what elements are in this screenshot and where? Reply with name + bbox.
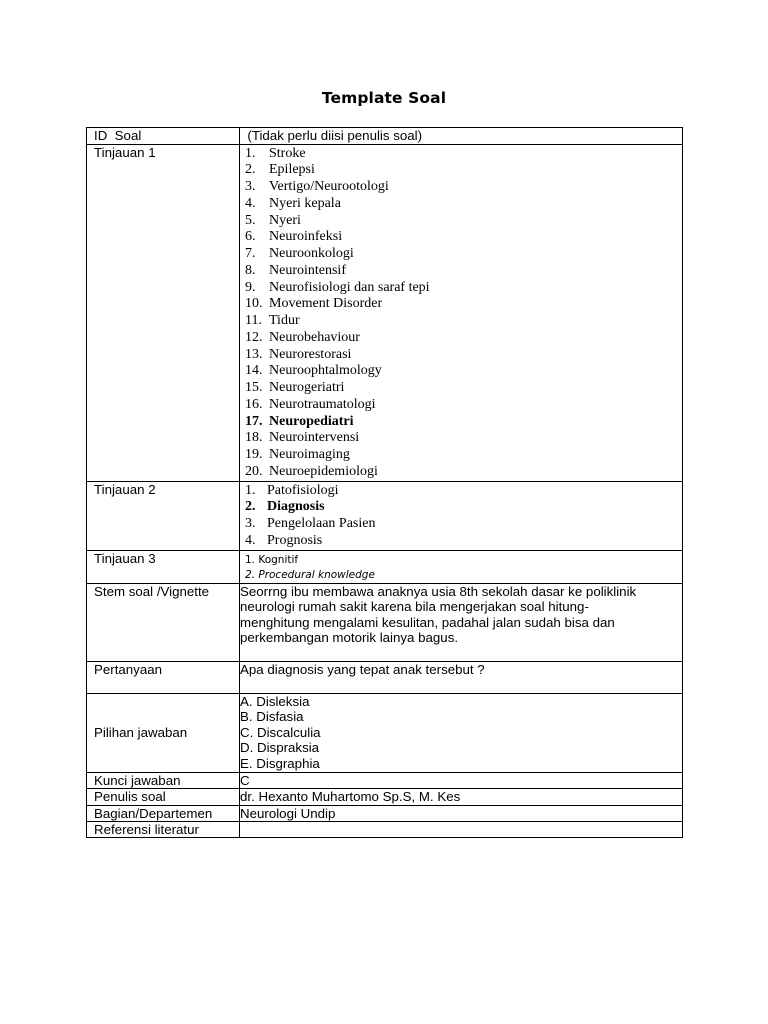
list-item xyxy=(245,380,682,397)
list-item: 1. Kognitif xyxy=(245,553,299,566)
value-pilihan-jawaban xyxy=(240,693,683,772)
row-bagian-departemen xyxy=(87,805,683,822)
list-item xyxy=(245,516,682,533)
list-item-text: Patofisiologi xyxy=(267,482,339,498)
list-item-number: 1. xyxy=(245,145,256,161)
list-item xyxy=(245,330,682,347)
list-item: 2. Procedural knowledge xyxy=(245,568,375,581)
list-item-text: Neurointensif xyxy=(269,262,346,278)
list-item-text: Neurogeriatri xyxy=(269,380,345,395)
row-kunci-jawaban xyxy=(87,772,683,789)
value-pertanyaan: Apa diagnosis yang tepat anak tersebut ? xyxy=(240,661,683,693)
row-id-soal xyxy=(87,128,683,145)
list-item-number: 6. xyxy=(245,229,256,245)
question-template-table xyxy=(86,127,683,838)
answer-option: C. Discalculia xyxy=(240,724,321,740)
list-item xyxy=(245,447,682,464)
label-referensi-literatur: Referensi literatur xyxy=(87,822,240,838)
answer-option: E. Disgraphia xyxy=(240,755,320,771)
list-item-number: 17. xyxy=(245,413,263,429)
stem-line: perkembangan motorik lainya bagus. xyxy=(240,630,459,645)
list-item-number: 13. xyxy=(245,346,263,362)
stem-line: neurologi rumah sakit karena bila mengerjakan soal hitung- xyxy=(240,599,589,614)
list-item xyxy=(245,499,682,516)
tinjauan-1-list xyxy=(240,146,682,481)
list-item xyxy=(245,483,682,500)
list-item-text: Neurobehaviour xyxy=(269,329,360,345)
list-item-text: Neurotraumatologi xyxy=(269,396,376,412)
row-tinjauan-2 xyxy=(87,481,683,550)
list-item-number: 4. xyxy=(245,195,256,211)
stem-line: Seorrng ibu membawa anaknya usia 8th sekolah dasar ke poliklinik xyxy=(240,583,637,599)
list-item xyxy=(245,397,682,414)
list-item xyxy=(245,533,682,550)
list-item-text: Prognosis xyxy=(267,532,323,548)
value-tinjauan-3 xyxy=(240,550,683,583)
value-stem-soal xyxy=(240,583,683,661)
list-item xyxy=(245,146,682,163)
list-item-number: 7. xyxy=(245,246,256,261)
list-item-text: Neuropediatri xyxy=(269,413,354,429)
list-item xyxy=(245,296,682,313)
list-item-text: Vertigo/Neurootologi xyxy=(269,179,389,194)
list-item-text: Movement Disorder xyxy=(269,296,383,312)
list-item-text: Epilepsi xyxy=(269,162,315,178)
value-tinjauan-2 xyxy=(240,481,683,550)
list-item-text: Neuroepidemiologi xyxy=(269,463,378,479)
list-item-text: Diagnosis xyxy=(267,499,325,515)
value-bagian-departemen: Neurologi Undip xyxy=(240,805,683,822)
list-item-number: 5. xyxy=(245,212,256,228)
label-tinjauan-3: Tinjauan 3 xyxy=(87,550,240,583)
list-item-text: Neuroimaging xyxy=(269,447,350,462)
list-item-number: 10. xyxy=(245,296,263,312)
row-referensi-literatur xyxy=(87,822,683,838)
list-item-text: Neurorestorasi xyxy=(269,346,352,362)
row-tinjauan-1 xyxy=(87,144,683,481)
list-item xyxy=(245,179,682,196)
list-item xyxy=(245,313,682,330)
list-item xyxy=(245,347,682,364)
answer-option: B. Disfasia xyxy=(240,709,304,724)
page-title: Template Soal xyxy=(321,89,447,107)
list-item xyxy=(245,229,682,246)
list-item xyxy=(245,464,682,481)
value-penulis-soal: dr. Hexanto Muhartomo Sp.S, M. Kes xyxy=(240,789,683,806)
label-kunci-jawaban: Kunci jawaban xyxy=(87,772,240,789)
row-tinjauan-3 xyxy=(87,550,683,583)
list-item-number: 9. xyxy=(245,279,256,295)
row-stem-soal xyxy=(87,583,683,661)
list-item-text: Neurofisiologi dan saraf tepi xyxy=(269,279,430,295)
list-item-number: 4. xyxy=(245,532,256,548)
list-item-number: 1. xyxy=(245,482,256,498)
list-item-text: Neuroinfeksi xyxy=(269,229,343,245)
list-item-number: 2. xyxy=(245,499,256,515)
tinjauan-3-list xyxy=(240,551,682,583)
label-id-soal: ID Soal xyxy=(87,128,240,145)
row-pilihan-jawaban xyxy=(87,693,683,772)
label-tinjauan-2: Tinjauan 2 xyxy=(87,481,240,550)
list-item-number: 3. xyxy=(245,179,256,194)
list-item-number: 18. xyxy=(245,430,263,446)
answer-option: D. Dispraksia xyxy=(240,740,320,755)
list-item-text: Neurointervensi xyxy=(269,430,360,446)
list-item-text: Neuroonkologi xyxy=(269,246,354,261)
value-kunci-jawaban: C xyxy=(240,772,683,789)
label-penulis-soal: Penulis soal xyxy=(87,789,240,806)
row-penulis-soal xyxy=(87,789,683,806)
list-item-text: Nyeri xyxy=(269,212,301,228)
list-item xyxy=(245,246,682,263)
list-item xyxy=(245,280,682,297)
list-item-text: Tidur xyxy=(269,313,300,328)
list-item-number: 20. xyxy=(245,463,263,479)
list-item-number: 8. xyxy=(245,262,256,278)
label-tinjauan-1: Tinjauan 1 xyxy=(87,144,240,481)
list-item xyxy=(245,430,682,447)
list-item xyxy=(245,213,682,230)
label-bagian-departemen: Bagian/Departemen xyxy=(87,805,240,822)
label-pertanyaan: Pertanyaan xyxy=(87,661,240,693)
list-item xyxy=(245,196,682,213)
list-item-text: Stroke xyxy=(269,145,306,161)
list-item xyxy=(245,162,682,179)
list-item xyxy=(245,414,682,431)
list-item-number: 19. xyxy=(245,447,263,462)
value-id-soal: (Tidak perlu diisi penulis soal) xyxy=(240,128,683,145)
row-pertanyaan xyxy=(87,661,683,693)
answer-option: A. Disleksia xyxy=(240,693,310,709)
value-tinjauan-1 xyxy=(240,144,683,481)
list-item-number: 11. xyxy=(245,313,262,328)
tinjauan-2-list xyxy=(240,483,682,550)
label-pilihan-jawaban: Pilihan jawaban xyxy=(87,693,240,772)
label-stem-soal: Stem soal /Vignette xyxy=(87,583,240,661)
list-item-text: Pengelolaan Pasien xyxy=(267,516,376,531)
list-item-text: Nyeri kepala xyxy=(269,195,341,211)
list-item-number: 16. xyxy=(245,396,263,412)
list-item xyxy=(245,363,682,380)
list-item xyxy=(245,263,682,280)
list-item-number: 14. xyxy=(245,363,263,379)
value-referensi-literatur xyxy=(240,822,683,838)
list-item-number: 15. xyxy=(245,380,263,395)
list-item-text: Neuroophtalmology xyxy=(269,363,382,379)
list-item-number: 2. xyxy=(245,162,256,178)
list-item-number: 12. xyxy=(245,329,263,345)
stem-line: menghitung mengalami kesulitan, padahal jalan sudah bisa dan xyxy=(240,614,615,630)
list-item-number: 3. xyxy=(245,516,256,531)
